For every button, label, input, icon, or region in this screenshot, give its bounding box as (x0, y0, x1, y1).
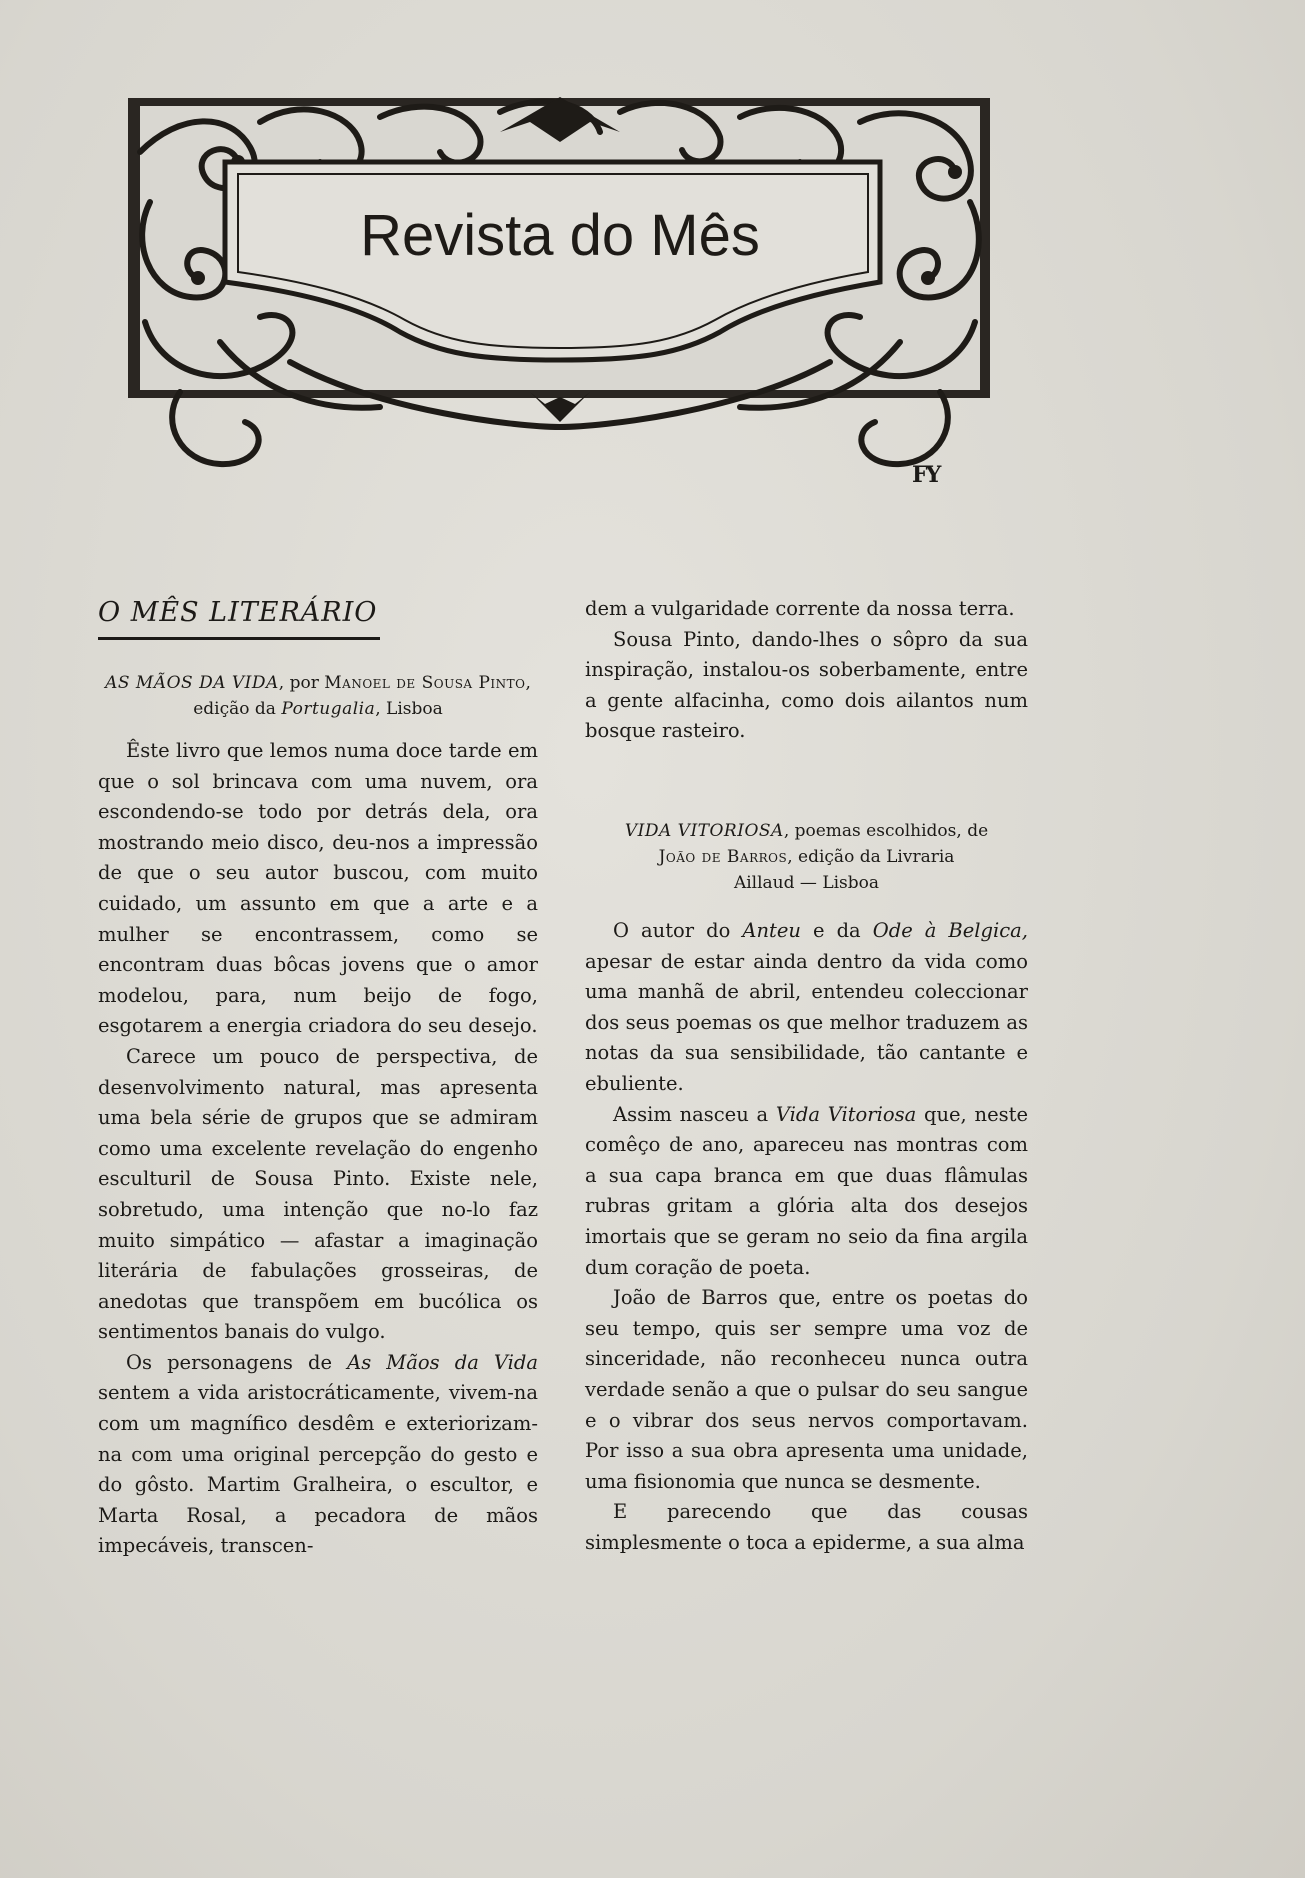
paragraph: João de Barros que, entre os poetas do seu tempo, quis ser sempre uma voz de sinceridade, não reconheceu nunca outra verdade senão a que o pulsar do seu sangue e o vibrar dos seus nervos comportavam. Por isso a sua obra apresenta uma unidade, uma fisionomia que nunca se desmente. (585, 1286, 1028, 1493)
right-column-top-text (585, 594, 1028, 747)
book-publisher: Aillaud — Lisboa (733, 873, 880, 893)
paragraph: Carece um pouco de perspectiva, de desenvolvimento natural, mas apresenta uma bela série de grupos que se admiram como uma excelente revelação do engenho esculturil de Sousa Pinto. Existe nele, sobretudo, uma intenção que no-lo faz muito simpático — afastar a imaginação literária de fabulações grosseiras, de anedotas que transpõem em bucólica os sentimentos banais do vulgo. (98, 1044, 538, 1344)
book-publisher: Portugalia (281, 699, 376, 719)
page-title: Revista do Mês (360, 203, 760, 268)
paragraph: dem a vulgaridade corrente da nossa terra. (585, 597, 1015, 620)
paragraph: Os personagens de As Mãos da Vida sentem a vida aristocráticamente, vivem-na com um magnífico desdêm e exteriorizam-na com uma original percepção do gesto e do gôsto. Martim Gralheira, o escultor, e Marta Rosal, a pecadora de mãos impecáveis, transcen- (98, 1350, 538, 1558)
paragraph: Sousa Pinto, dando-lhes o sôpro da sua inspiração, instalou-os soberbamente, entre a gente alfacinha, como dois ailantos num bosque rasteiro. (585, 627, 1028, 743)
left-column-text (98, 736, 538, 1562)
section-underline (98, 637, 380, 640)
section-heading: O MÊS LITERÁRIO (98, 597, 378, 628)
book-author: João de Barros (658, 847, 788, 867)
book-title: AS MÃOS DA VIDA (105, 673, 279, 693)
paragraph: Assim nasceu a Vida Vitoriosa que, neste comêço de ano, apareceu nas montras com a sua capa branca em que duas flâmulas rubras gritam a glória alta dos desejos imortais que se geram no seio da fina argila dum coração de poeta. (585, 1102, 1028, 1279)
book-heading-1: AS MÃOS DA VIDA, por Manoel de Sousa Pinto, edição da Portugalia, Lisboa (105, 673, 531, 719)
book-heading-2: VIDA VITORIOSA, poemas escolhidos, de João de Barros, edição da Livraria Aillaud — Lisboa (624, 821, 989, 893)
book-title: VIDA VITORIOSA (624, 821, 784, 841)
paragraph: O autor do Anteu e da Ode à Belgica, apesar de estar ainda dentro da vida como uma manhã de abril, entendeu coleccionar dos seus poemas os que melhor traduzem as notas da sua sensibilidade, tão cantante e ebuliente. (585, 919, 1028, 1095)
right-column-text (585, 916, 1028, 1558)
illustrator-monogram: FY (912, 462, 940, 488)
book-author: Manoel de Sousa Pinto (324, 673, 526, 693)
paragraph: E parecendo que das cousas simplesmente o toca a epiderme, a sua alma (585, 1500, 1028, 1554)
paragraph: Êste livro que lemos numa doce tarde em que o sol brincava com uma nuvem, ora escondendo-se todo por detrás dela, ora mostrando meio disco, deu-nos a impressão de que o seu autor buscou, com muito cuidado, um assunto em que a arte e a mulher se encontrassem, como se encontram duas bôcas jovens que o amor modelou, para, num beijo de fogo, esgotarem a energia criadora do seu desejo. (98, 739, 538, 1038)
